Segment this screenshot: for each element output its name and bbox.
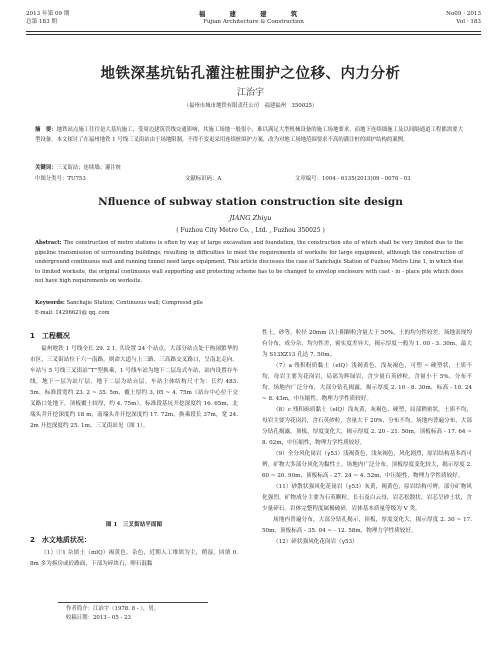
figure-1-caption: 图 1 三叉街站平面图 [105, 522, 163, 528]
classification-number: 中图分类号：TU753 [35, 176, 86, 182]
keywords-en [35, 300, 463, 306]
paragraph-continued: 性土，砂等，粒径 20mm 以上粗颗粒含量大于 50%，土的均匀性较差。场地表现均有分布，成分杂，均匀性差，密实度差异大。揭示厚度一般为 1. 00 - 3. 30m，最大为 S13XZ13 孔达 7. 50m。 [262, 330, 472, 358]
issue-no: No09 · 2013 [446, 11, 481, 17]
abstract-en-text: The construction of metro stations is often by way of large excavation and foundation, the construction site of which shall be very limited due to the pipeline transmission of surrounding buildings, resulting in difficulties to meet the requirements of worksite for large equipment, although the construction of underground continuous wall and running tunnel need large equipment. This article discusses the case of Sanchajie Station of Fuzhou Metro Line 1, in which due to limited worksite, the original continuous wall supporting and protecting scheme has to be changed to envelop enclosure with cast - in - place pile which does not have high requirements on worksite. [35, 240, 464, 285]
figure-1-placeholder [30, 464, 238, 504]
section-heading-1: 1 工程概况 [30, 332, 70, 340]
header-center [146, 10, 361, 26]
abstract-cn-label: 摘 要： [35, 127, 57, 133]
abstract-cn-text: 地铁站点施工往往是大基坑施工，受周边建筑管线交通影响，其施工场地一般很小，难以满足大型机械设备的施工场地要求，而地下连续墙施工及以间隔通道工程都需要大型设备。本文探讨了在福州地铁 1 号线三叉街站由于场地限制，不得不变更采用连续桩围护方案，改为对地工场地范围要求不高的灌注桩的围护结构的案例。 [35, 127, 463, 143]
keywords-en-label: Keywords: [35, 300, 65, 306]
paragraph-layer-9: （9）全分风化岗岩（γ53）浅褐黄色，浅灰褐色，风化剧烈，原岩结构基本尚可辨，矿物大多部分风化为黏性土。场地内广泛分布，顶板厚度变化较大，揭示厚度 2. 60 ~ 20. 90m，顶板标高 - 27. 24 ~ 4. 52m，中压缩性，物理力学性质较好。 [262, 451, 472, 479]
paragraph-layer-8c: （8）c 残积砾质黏土（elQ）浅灰黄，灰褐色，硬塑，局部稍密状，土质不均，母岩主要为花岗岩，含石英砂粒，含量大于 20%，分布不均。场地内普遍分布，大部分钻孔揭露，顶板，厚度变化大，揭示厚度 2. 20 - 21. 50m，顶板标高 - 17. 64 ~ 8. 02m，中压缩性，物理力学性质较好。 [262, 407, 472, 446]
author-email: E-mail: 14296621@ qq. com [35, 310, 110, 316]
left-column [30, 328, 238, 432]
header-rule-thin [26, 34, 481, 35]
article-title-cn: 地铁深基坑钻孔灌注桩围护之位移、内力分析 [100, 66, 401, 82]
author-bio: 作者简介：江治宇（1978. 8 - ），男。 [66, 606, 160, 612]
article-number: 文章编号：1004 - 6135(2013)09 - 0076 - 03 [295, 176, 411, 182]
article-title-en: Nfluence of subway station construction site design [98, 196, 403, 208]
author-name-en: JIANG Zhiyu [229, 214, 272, 222]
header-right [446, 10, 481, 26]
paragraph-layer-11: （11）砂散状强风化花岗岩（γ53）灰黄，褐黄色，原岩结构可辨，部分矿物风化强烈，矿物成分主要为石英颗粒，长石及白云母，岩芯松散状，岩芯呈砂土状，含少量碎石。岩体完整程度属极破碎，岩体基本质量等级为 V 类。 [262, 484, 472, 512]
abstract-en-label: Abstract: [35, 240, 62, 246]
header-left [26, 10, 69, 26]
keywords-en-text: Sanchajie Station; Continuous wall; Compressd pile [66, 300, 203, 306]
keywords-cn [35, 163, 463, 171]
paragraph-project-overview: 福州地铁 1 号线全长 29. 2 1, 共设置 24 个站点，大部分站点处于热闹繁华的市区，三叉街站位于六一南路，则命大道与上三路、三高路交叉路口，呈南北走向。车站与 5 号线三叉街站“T”型换乘，1 号线车站为地下二层岛式车站，站内设置存车线，地下一层为站厅层，地下二层为站台层。车站主体结构尺寸为：长约 483. 5m，标准段宽约 23. 2 ~ 35. 5m，覆土厚约 3. 05 ~ 4. 75m（站台中心位于交叉路口处地下，顶板覆土较厚，约 4. 75m）。标准段基坑开挖深度约 16. 65m，北端头井开挖深度约 18 m，南端头井开挖深度约 17. 72m，换乘段长 37m，宽 24. 2m 开挖深度约 25. 1m。三叉街站见（图 1）。 [30, 346, 238, 429]
issue-total: 总第 183 期 [26, 19, 58, 25]
paragraph-layer-7a: （7）a 残积粉质黏土（elQ）浅褐黄色，浅灰褐色，可塑 ~ 硬塑状，土质不均，母岩主要为花岗岩，局部为辉绿岩，含少量石英砂粒，含量小于 5%，分布不均。场地内广泛分布，大部分钻孔揭露，揭示厚度 2. 10 - 8. 30m，标高 - 10. 24 ~ 8. 43m，中压缩性，物理力学性质较好。 [262, 363, 472, 402]
left-column-lower [30, 532, 238, 570]
keywords-cn-text: 三叉街站；连续墙；灌注桩 [56, 165, 122, 171]
affiliation-en: ( Fuzhou City Metro Co. , Ltd. , Fuzhou 350025 ) [176, 227, 325, 234]
abstract-cn [35, 125, 463, 145]
footnote-rule [58, 602, 208, 603]
document-code: 文献标识码：A [185, 176, 222, 182]
keywords-cn-label: 关键词： [35, 165, 57, 171]
paragraph-distribution: 场地内普遍分布，大部分钻孔揭示，顶板，厚度变化大，揭示厚度 2. 30 ~ 17. 50m，顶板标高 - 35. 04 ~ - 12. 58m，物理力学性质较好。 [262, 517, 472, 534]
affiliation-cn: （福州市城市地铁有限责任公司 福建福州 350025） [183, 103, 318, 109]
footnote [66, 605, 246, 623]
journal-name-cn: 福 建 建 筑 [198, 10, 309, 18]
paragraph-fill-soil: （1）①1 杂填土（mlQ）褐黄色，杂色，近期人工堆填为主，稍湿，回填 0. 8m 多为拆房或砼路面，下部为碎块石，卵石混黏 [30, 550, 238, 567]
section-heading-2: 2 水文地质状况： [30, 536, 91, 544]
abstract-en [35, 239, 463, 287]
received-date: 收稿日期：2013 - 05 - 23 [66, 615, 131, 621]
author-name-cn: 江治宇 [236, 88, 264, 98]
issue-year: 2013 年第 09 期 [26, 11, 70, 17]
volume-no: Vol · 183 [456, 19, 481, 25]
journal-name-en: Fujian Architecture & Construction [203, 19, 304, 25]
header-rule-thick [26, 31, 481, 32]
paragraph-layer-12: （12）碎状强风化花岗岩（γ53） [273, 539, 358, 545]
right-column [262, 328, 472, 548]
